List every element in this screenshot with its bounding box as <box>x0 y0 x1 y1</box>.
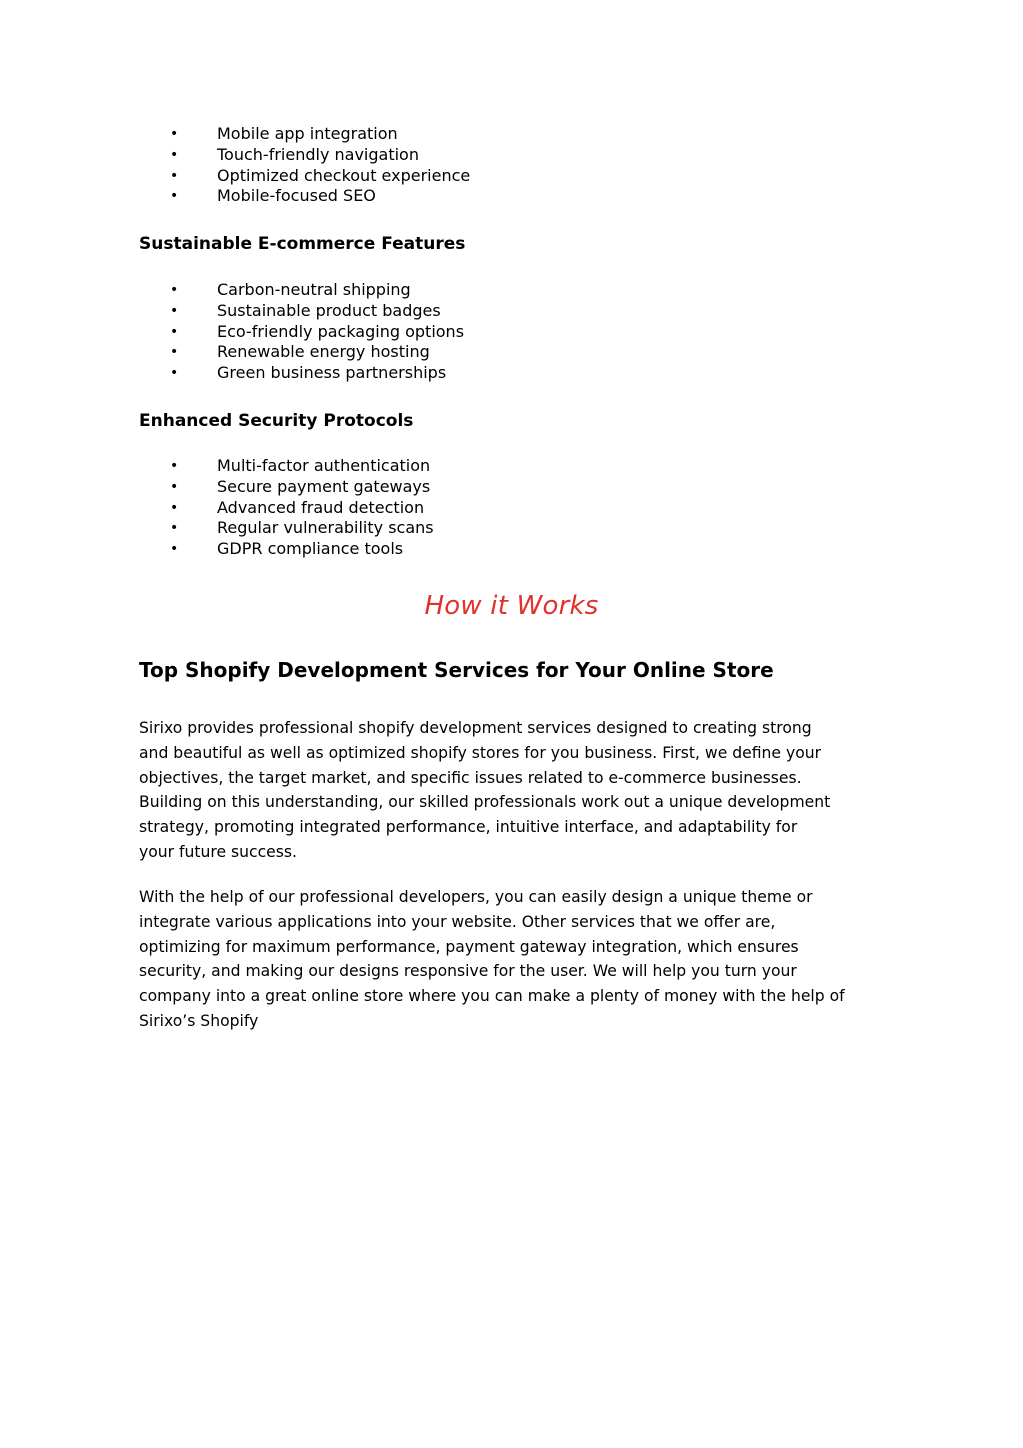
bullet-icon: • <box>170 499 179 516</box>
bullet-icon: • <box>170 365 179 382</box>
bullet-icon: • <box>170 541 179 558</box>
bullet-icon: • <box>170 282 179 298</box>
paragraph-line: Building on this understanding, our skilled professionals work out a unique development <box>139 793 831 812</box>
document-page: • Mobile app integration • Touch-friendly navigation • Optimized checkout experience • Mobile-focused SEO Sustainable E-commerce Features • Carbon-neutral shipping • Sustainable product badges • Eco-friendly packaging options • Renewable energy hosting • Green business partnerships Enhanced Security Protocols • Multi-factor authentication • Secure payment gateways • Advanced fraud detection • Regular vulnerability scans • GDPR compliance tools How it Works Top Shopify Development Services for Your Online Store Sirixo provides professional shopify development services designed to creating strong and beautiful as well as optimized shopify stores for you business. First, we define your objectives, the target market, and specific issues related to e-commerce businesses. Building on this understanding, our skilled professionals work out a unique development strategy, promoting integrated performance, intuitive interface, and adaptability for your future success. With the help of our professional developers, you can easily design a unique theme or integrate various applications into your website. Other services that we offer are, optimizing for maximum performance, payment gateway integration, which ensures security, and making our designs responsive for the user. We will help you turn your company into a great online store where you can make a plenty of money with the help of Sirixo’s Shopify <box>0 0 1023 1448</box>
paragraph-line: Sirixo provides professional shopify development services designed to creating strong <box>139 719 812 737</box>
services-heading: Top Shopify Development Services for Your Online Store <box>139 658 774 682</box>
bullet-icon: • <box>170 126 179 142</box>
paragraph-line: optimizing for maximum performance, payment gateway integration, which ensures <box>139 937 799 956</box>
services-paragraph-2 <box>139 885 899 1034</box>
services-paragraph-1 <box>139 716 899 865</box>
paragraph-line: Sirixo’s Shopify <box>139 1011 259 1030</box>
paragraph-line: company into a great online store where you can make a plenty of money with the help of <box>139 987 845 1006</box>
paragraph-line: With the help of our professional developers, you can easily design a unique theme or <box>139 888 813 906</box>
bullet-icon: • <box>170 167 179 184</box>
security-heading: Enhanced Security Protocols <box>139 411 414 431</box>
bullet-icon: • <box>170 478 179 495</box>
bullet-icon: • <box>170 323 179 340</box>
how-it-works-title: How it Works <box>424 591 599 621</box>
paragraph-line: your future success. <box>139 842 297 861</box>
bullet-icon: • <box>170 146 179 163</box>
paragraph-line: objectives, the target market, and specific issues related to e-commerce businesses. <box>139 768 802 787</box>
paragraph-line: security, and making our designs responsive for the user. We will help you turn your <box>139 962 797 981</box>
sustainable-heading: Sustainable E-commerce Features <box>139 234 466 254</box>
paragraph-line: integrate various applications into your website. Other services that we offer are, <box>139 912 776 931</box>
paragraph-line: strategy, promoting integrated performance, intuitive interface, and adaptability for <box>139 818 798 837</box>
bullet-icon: • <box>170 520 179 537</box>
bullet-icon: • <box>170 458 179 474</box>
bullet-icon: • <box>170 302 179 319</box>
bullet-icon: • <box>170 344 179 361</box>
bullet-icon: • <box>170 188 179 205</box>
paragraph-line: and beautiful as well as optimized shopify stores for you business. First, we define your <box>139 743 822 762</box>
